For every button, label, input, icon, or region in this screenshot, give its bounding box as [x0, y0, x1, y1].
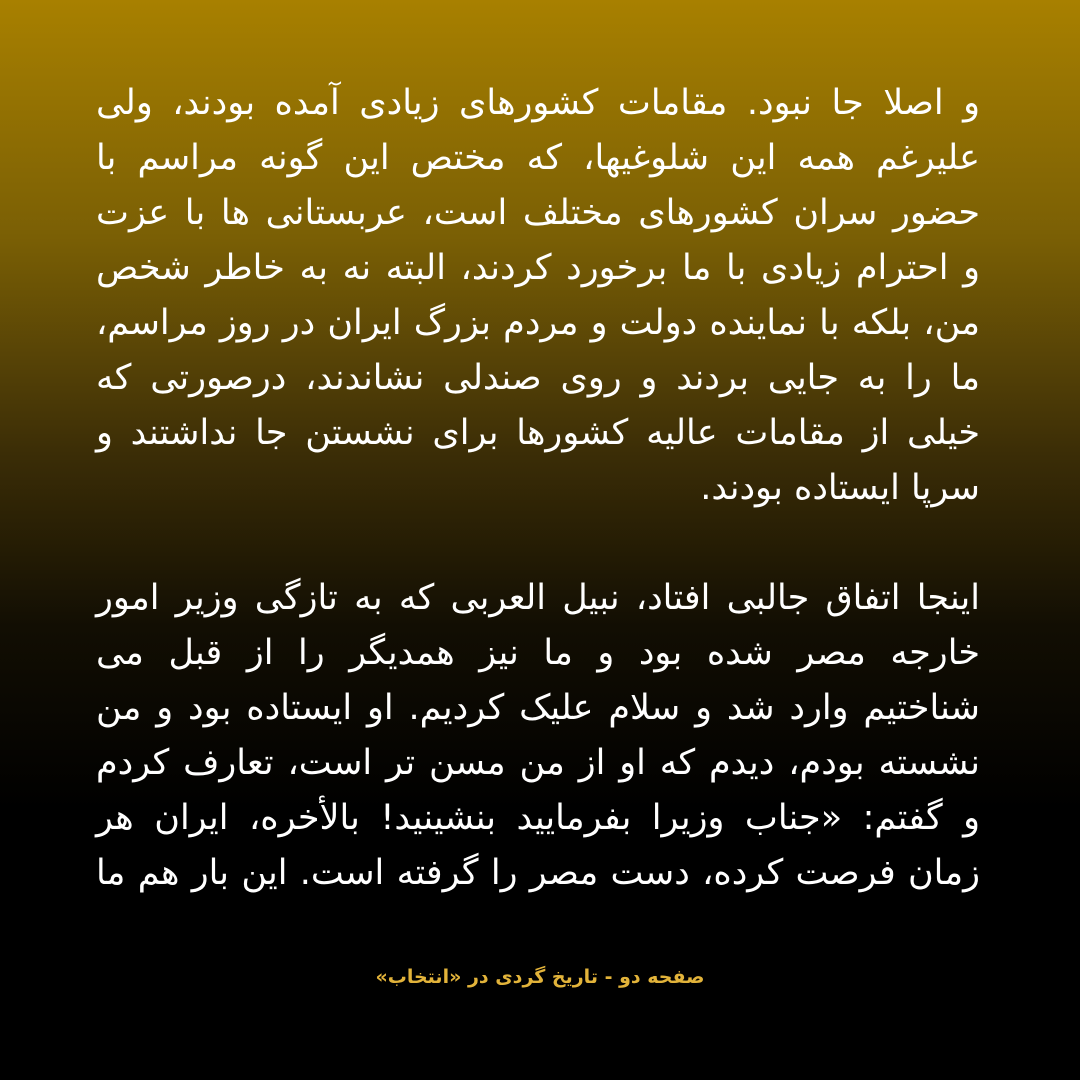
text-line: من، بلکه با نماینده دولت و مردم بزرگ ایران در روز مراسم،	[96, 303, 980, 343]
article-paragraph-2	[96, 571, 980, 901]
text-line: و گفتم: «جناب وزیرا بفرمایید بنشینید! بالأخره، ایران هر	[96, 798, 980, 838]
text-line: ما را به جایی بردند و روی صندلی نشاندند، درصورتی که	[96, 358, 980, 398]
text-line: سرپا ایستاده بودند.	[700, 468, 980, 508]
text-line: و اصلا جا نبود. مقامات کشورهای زیادی آمده بودند، ولی	[96, 83, 980, 123]
text-line: اینجا اتفاق جالبی افتاد، نبیل العربی که به تازگی وزیر امور	[96, 578, 980, 618]
text-line: و احترام زیادی با ما برخورد کردند، البته نه به خاطر شخص	[96, 248, 980, 288]
article-paragraph-1	[96, 76, 980, 516]
text-line: زمان فرصت کرده، دست مصر را گرفته است. این بار هم ما	[96, 853, 980, 893]
text-line: شناختیم وارد شد و سلام علیک کردیم. او ایستاده بود و من	[96, 688, 980, 728]
text-line: نشسته بودم، دیدم که او از من مسن تر است، تعارف کردم	[96, 743, 980, 783]
text-line: خیلی از مقامات عالیه کشورها برای نشستن جا نداشتند و	[96, 413, 980, 453]
footer-caption: صفحه دو - تاریخ گردی در «انتخاب»	[375, 966, 705, 988]
text-line: خارجه مصر شده بود و ما نیز همدیگر را از قبل می	[96, 633, 980, 673]
text-line: حضور سران کشورهای مختلف است، عربستانی ها با عزت	[96, 193, 980, 233]
text-line: علیرغم همه این شلوغیها، که مختص این گونه مراسم با	[96, 138, 980, 178]
